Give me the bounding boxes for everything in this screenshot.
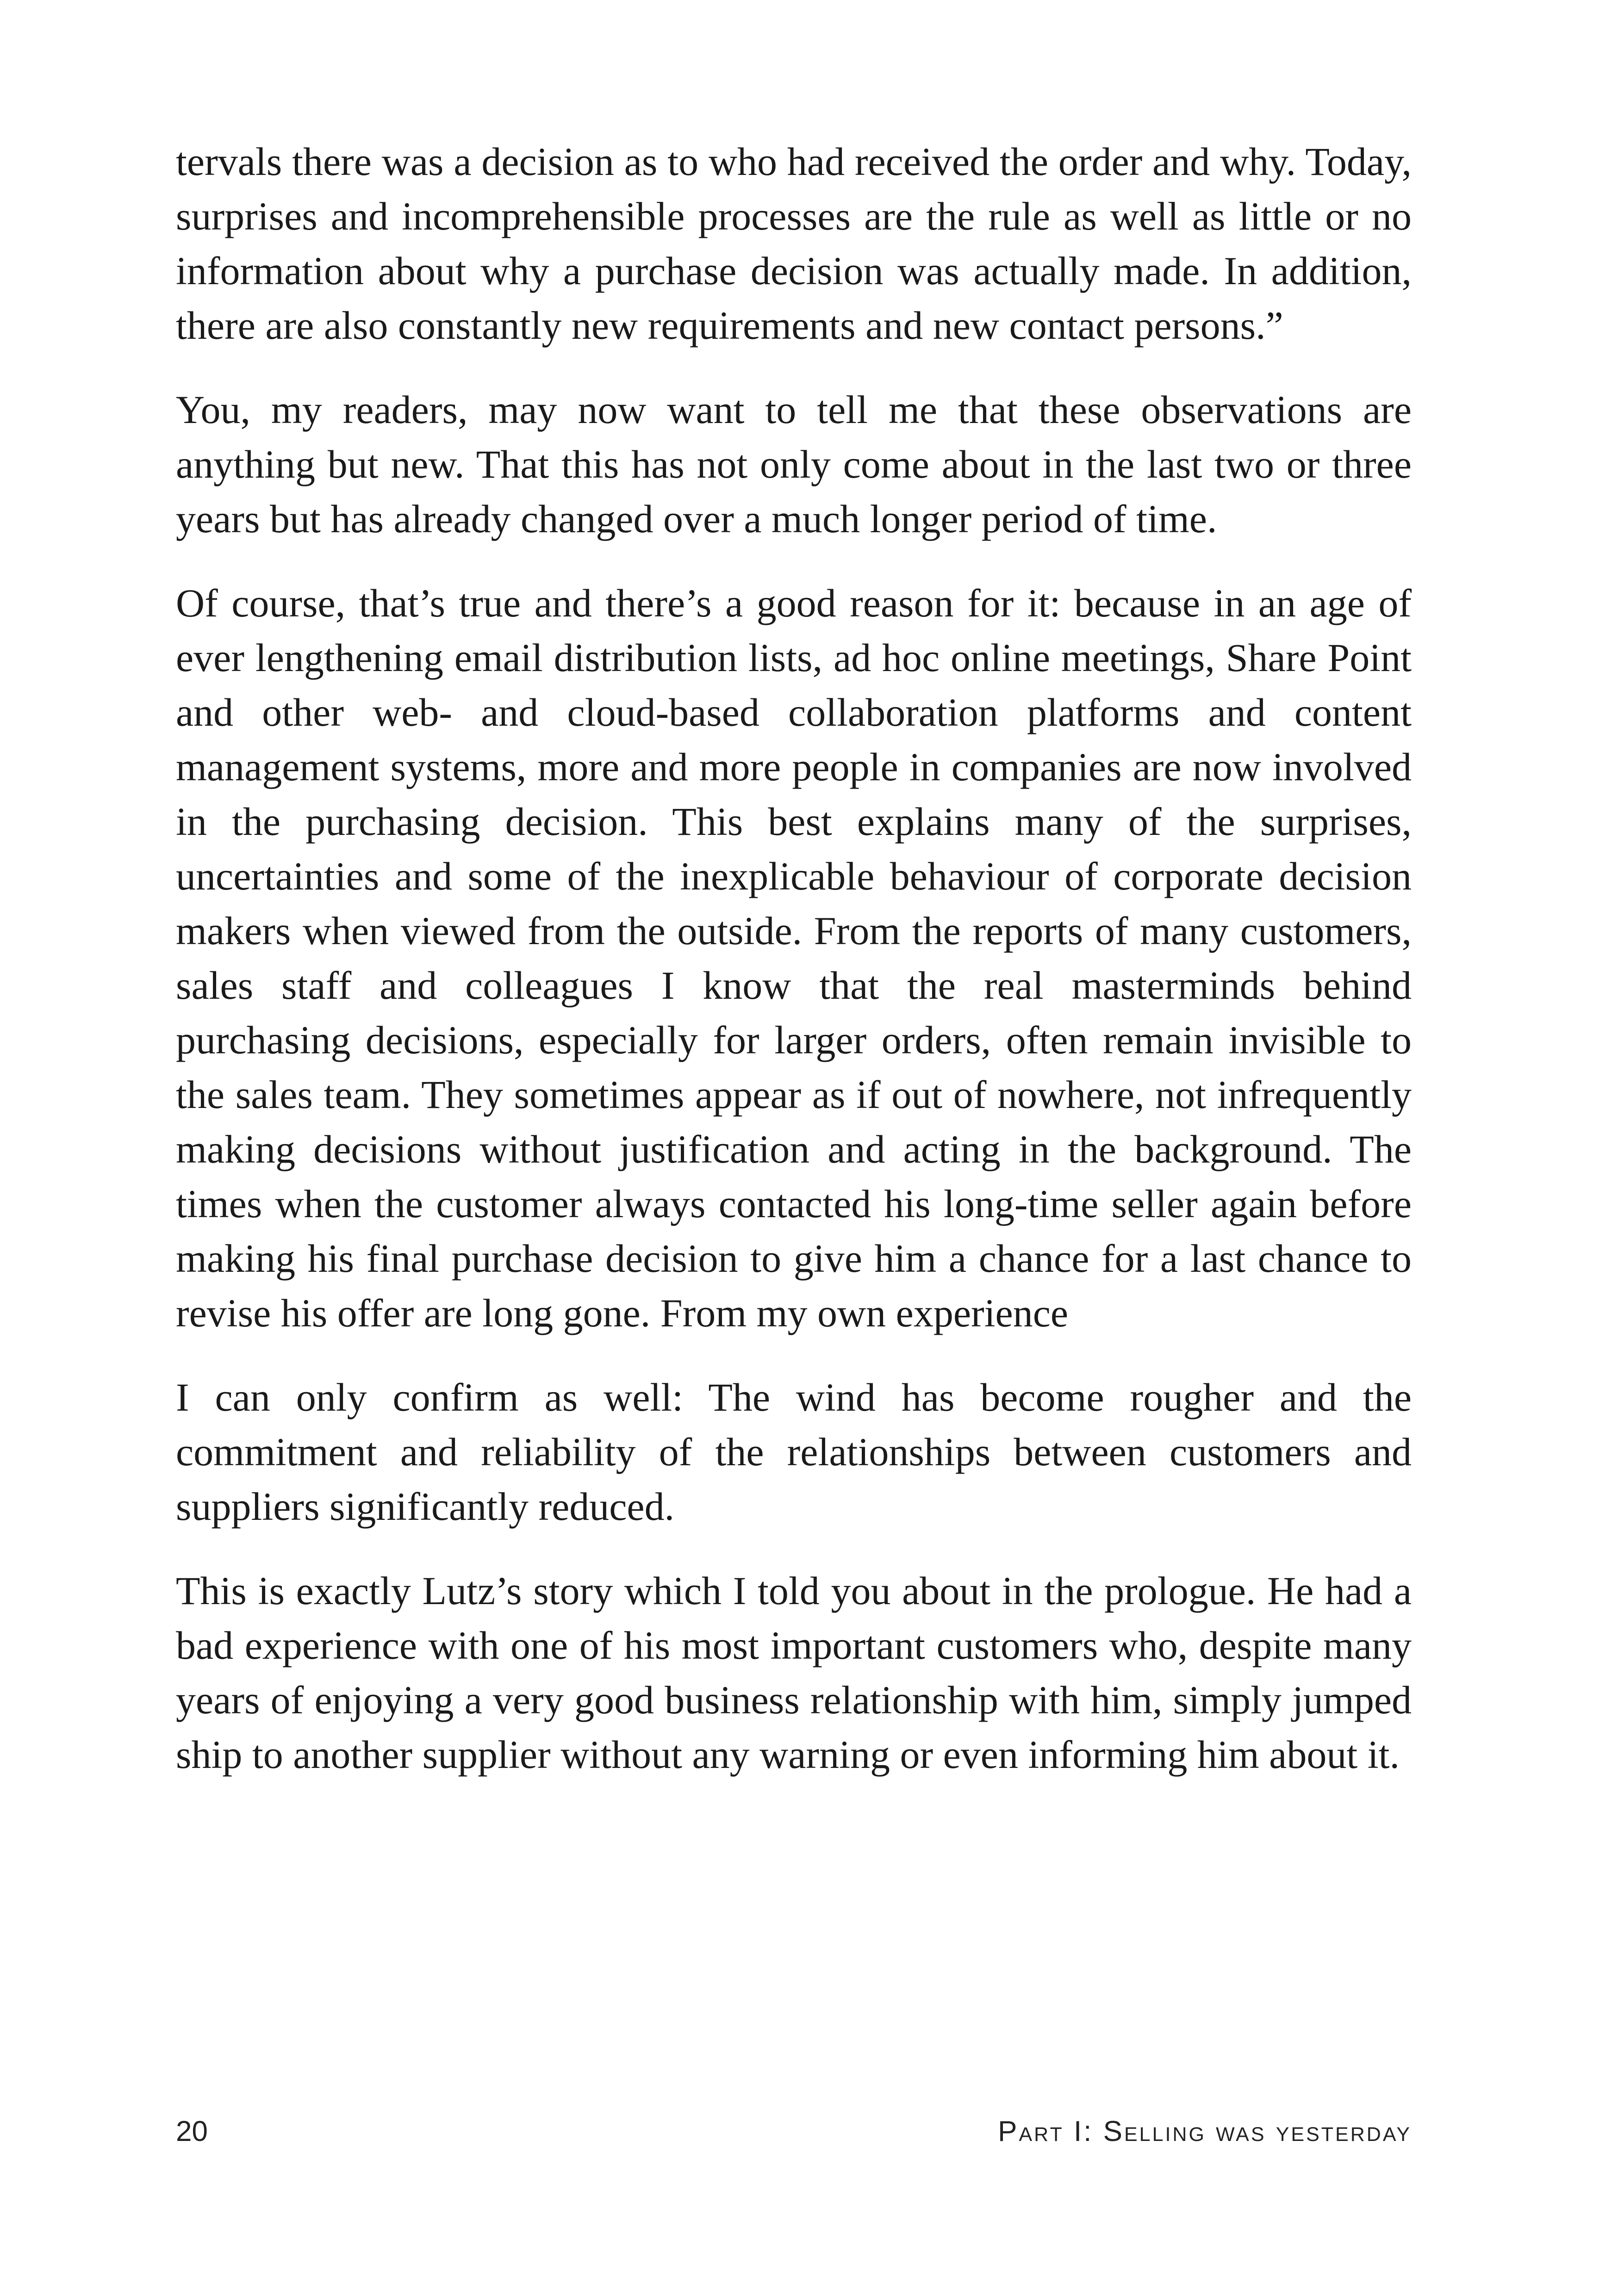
paragraph: You, my readers, may now want to tell me that these observations are anything but new. That this has not only come about in the last two or three years but has already changed over a much longer period of time.	[176, 387, 1412, 541]
paragraph: Of course, that’s true and there’s a good reason for it: because in an age of ever lengthening email distribution lists, ad hoc online meetings, Share Point and other web- and cloud-based collaboration platforms and content management systems, more and more people in companies are now involved in the purchasing decision. This best explains many of the surprises, uncertainties and some of the inexplicable behaviour of corporate decision makers when viewed from the outside. From the reports of many customers, sales staff and colleagues I know that the real masterminds behind purchasing decisions, especially for larger orders, often remain invisible to the sales team. They sometimes appear as if out of nowhere, not infrequently making decisions without justification and acting in the background. The times when the customer always contacted his long-time seller again before making his final purchase decision to give him a chance for a last chance to revise his offer are long gone. From my own experience	[176, 581, 1412, 1335]
body-text	[176, 134, 1412, 1811]
paragraph: tervals there was a decision as to who had received the order and why. Today, surprises and incomprehensible processes are the rule as well as little or no information about why a purchase decision was actually made. In addition, there are also constantly new requirements and new contact persons.”	[176, 139, 1412, 348]
running-head: Part I: Selling was yesterday	[998, 2116, 1412, 2147]
page-footer	[176, 2115, 1412, 2152]
paragraph: This is exactly Lutz’s story which I told you about in the prologue. He had a bad experience with one of his most important customers who, despite many years of enjoying a very good business relationship with him, simply jumped ship to another supplier without any warning or even informing him about it.	[176, 1568, 1412, 1777]
paragraph: I can only confirm as well: The wind has become rougher and the commitment and reliability of the relationships between customers and suppliers significantly reduced.	[176, 1375, 1412, 1529]
page-number: 20	[176, 2116, 208, 2147]
